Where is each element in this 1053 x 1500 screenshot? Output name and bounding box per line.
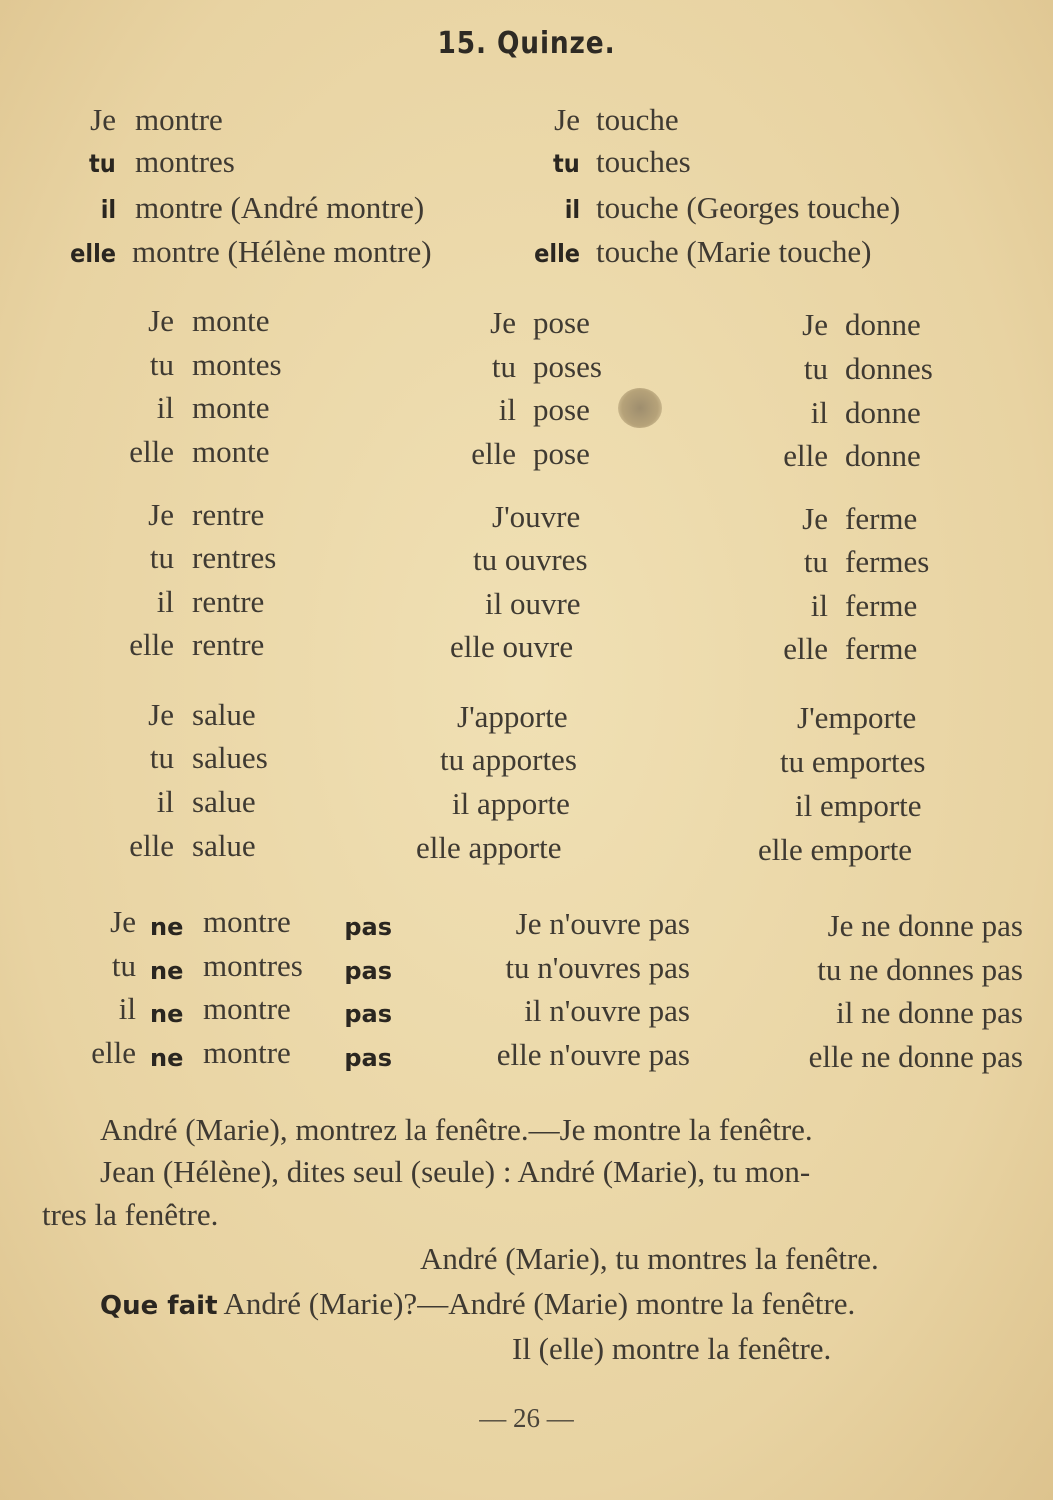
verb: touche (Marie touche) xyxy=(596,234,872,269)
pronoun-bold: elle xyxy=(70,239,116,268)
dialogue-line: André (Marie), tu montres la fenêtre. xyxy=(420,1241,879,1276)
pronoun-bold: tu xyxy=(553,149,580,178)
negation-pas: pas xyxy=(344,1044,392,1072)
pronoun: il xyxy=(498,392,516,427)
pronoun: il xyxy=(156,784,174,819)
verb: montre xyxy=(203,991,291,1026)
negation-ne: ne xyxy=(150,1000,184,1028)
verb-form: il ouvre xyxy=(485,586,581,621)
verb: donne xyxy=(845,438,921,473)
verb: montre (André montre) xyxy=(135,190,425,225)
page-number: — 26 — xyxy=(479,1403,574,1433)
verb: ferme xyxy=(845,588,918,623)
verb: montes xyxy=(192,347,282,382)
verb: montre xyxy=(135,102,223,137)
verb: rentre xyxy=(192,584,265,619)
pronoun: tu xyxy=(149,740,174,775)
verb: rentre xyxy=(192,497,265,532)
pronoun: Je xyxy=(802,307,828,342)
verb-form: J'ouvre xyxy=(492,499,581,534)
verb-form: elle ne donne pas xyxy=(808,1039,1023,1074)
pronoun: elle xyxy=(783,438,828,473)
negation-pas: pas xyxy=(344,913,392,941)
verb: salue xyxy=(192,828,256,863)
verb-form: il n'ouvre pas xyxy=(524,993,690,1028)
verb: touches xyxy=(596,144,691,179)
pronoun: il xyxy=(156,584,174,619)
verb: pose xyxy=(533,392,590,427)
pronoun: il xyxy=(156,390,174,425)
pronoun: il xyxy=(810,588,828,623)
pronoun: tu xyxy=(803,351,828,386)
verb: salues xyxy=(192,740,268,775)
pronoun-bold: elle xyxy=(534,239,580,268)
verb: monte xyxy=(192,434,270,469)
verb-form: Je n'ouvre pas xyxy=(515,906,690,941)
negation-ne: ne xyxy=(150,957,184,985)
pronoun-bold: tu xyxy=(89,149,116,178)
dialogue-line: André (Marie), montrez la fenêtre.—Je montre la fenêtre. xyxy=(100,1112,813,1147)
verb-form: il apporte xyxy=(452,786,570,821)
verb-form: tu emportes xyxy=(780,744,926,779)
verb: poses xyxy=(533,349,602,384)
dialogue-line: Il (elle) montre la fenêtre. xyxy=(512,1331,832,1366)
verb-form: tu ne donnes pas xyxy=(817,952,1023,987)
verb: montre (Hélène montre) xyxy=(132,234,432,269)
pronoun: Je xyxy=(554,102,580,137)
verb: salue xyxy=(192,697,256,732)
ink-stain xyxy=(618,388,662,428)
pronoun: il xyxy=(810,395,828,430)
pronoun: tu xyxy=(111,948,136,983)
pronoun: Je xyxy=(802,501,828,536)
negation-pas: pas xyxy=(344,957,392,985)
verb: touche xyxy=(596,102,679,137)
verb: donne xyxy=(845,395,921,430)
pronoun: Je xyxy=(148,303,174,338)
pronoun: elle xyxy=(129,627,174,662)
pronoun-bold: il xyxy=(100,195,116,224)
pronoun: tu xyxy=(491,349,516,384)
pronoun: Je xyxy=(148,697,174,732)
pronoun: Je xyxy=(490,305,516,340)
verb-form: elle apporte xyxy=(416,830,562,865)
verb-form: Je ne donne pas xyxy=(827,908,1023,943)
pronoun: elle xyxy=(471,436,516,471)
verb: rentres xyxy=(192,540,277,575)
negation-ne: ne xyxy=(150,1044,184,1072)
verb-form: tu ouvres xyxy=(473,542,588,577)
pronoun: Je xyxy=(110,904,136,939)
dialogue-line: tres la fenêtre. xyxy=(42,1197,219,1232)
verb: montre xyxy=(203,904,291,939)
pronoun: elle xyxy=(91,1035,136,1070)
verb-form: J'emporte xyxy=(797,700,917,735)
page-title: 15. Quinze. xyxy=(437,26,616,61)
verb: rentre xyxy=(192,627,265,662)
verb-form: J'apporte xyxy=(457,699,568,734)
verb-form: elle n'ouvre pas xyxy=(496,1037,690,1072)
verb: pose xyxy=(533,436,590,471)
verb: ferme xyxy=(845,631,918,666)
dialogue-question xyxy=(100,1288,855,1319)
negation-ne: ne xyxy=(150,913,184,941)
verb-form: il ne donne pas xyxy=(836,995,1023,1030)
question-text: André (Marie)?—André (Marie) montre la fenêtre. xyxy=(223,1286,856,1321)
verb: donne xyxy=(845,307,921,342)
verb: touche (Georges touche) xyxy=(596,190,901,225)
pronoun: elle xyxy=(129,434,174,469)
verb: montres xyxy=(203,948,303,983)
verb-form: il emporte xyxy=(795,788,922,823)
pronoun: tu xyxy=(803,544,828,579)
verb: monte xyxy=(192,390,270,425)
pronoun: il xyxy=(118,991,136,1026)
pronoun: tu xyxy=(149,540,174,575)
verb-form: tu n'ouvres pas xyxy=(505,950,690,985)
negation-pas: pas xyxy=(344,1000,392,1028)
pronoun: tu xyxy=(149,347,174,382)
pronoun: Je xyxy=(148,497,174,532)
verb: fermes xyxy=(845,544,930,579)
verb: monte xyxy=(192,303,270,338)
verb: donnes xyxy=(845,351,933,386)
pronoun: Je xyxy=(90,102,116,137)
pronoun: elle xyxy=(129,828,174,863)
verb-form: tu apportes xyxy=(440,742,577,777)
pronoun-bold: il xyxy=(564,195,580,224)
dialogue-line: Jean (Hélène), dites seul (seule) : André (Marie), tu mon- xyxy=(100,1154,811,1189)
verb: salue xyxy=(192,784,256,819)
question-bold: Que fait xyxy=(100,1291,218,1321)
verb: pose xyxy=(533,305,590,340)
verb: montre xyxy=(203,1035,291,1070)
verb: ferme xyxy=(845,501,918,536)
pronoun: elle xyxy=(783,631,828,666)
verb-form: elle ouvre xyxy=(450,629,574,664)
verb-form: elle emporte xyxy=(758,832,913,867)
verb: montres xyxy=(135,144,235,179)
